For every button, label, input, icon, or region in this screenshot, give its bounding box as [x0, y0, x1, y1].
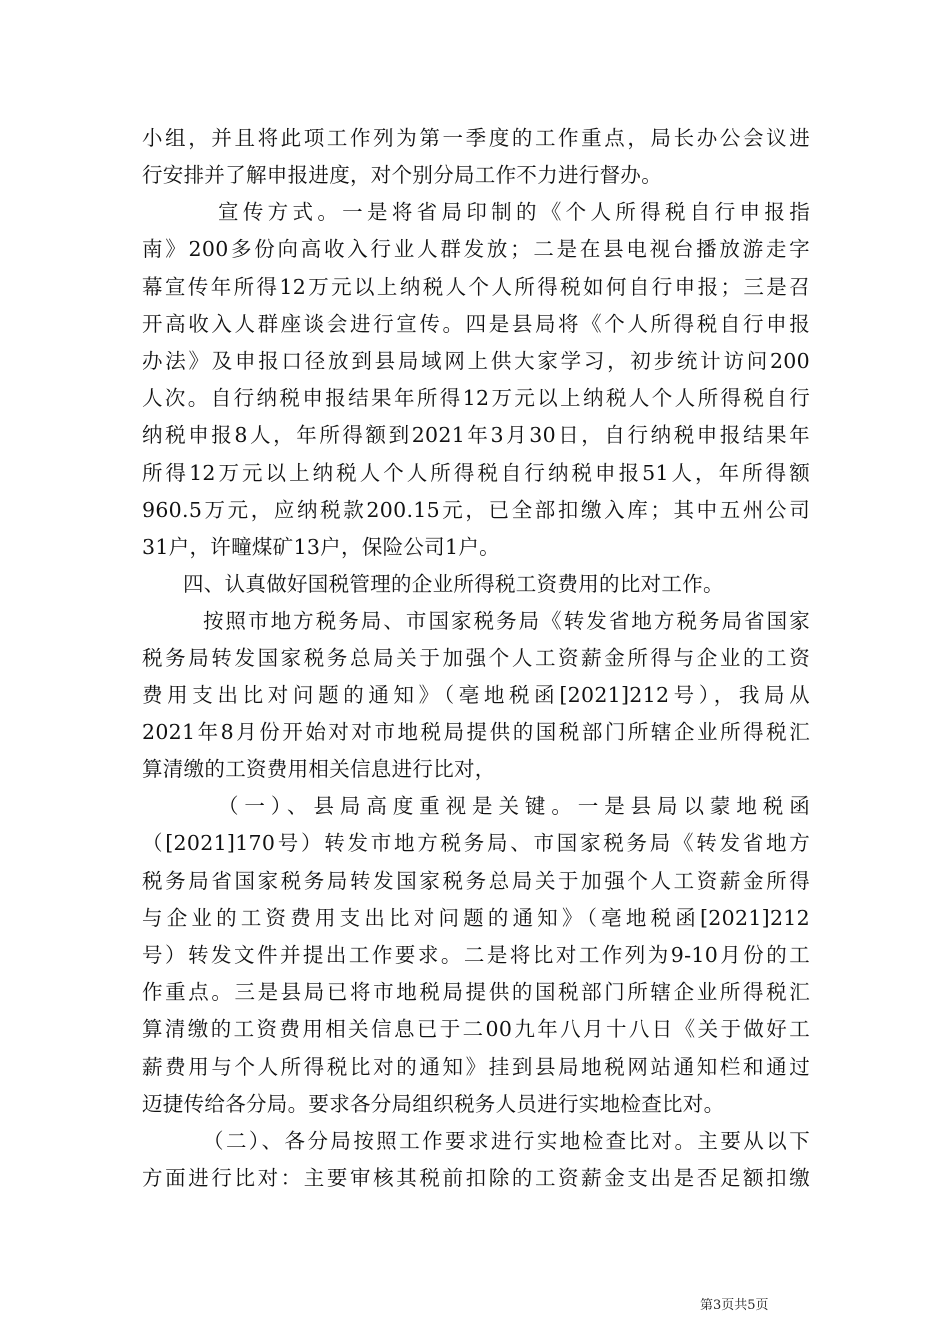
body-line: （一）、县局高度重视是关键。一是县局以蒙地税函	[218, 794, 810, 818]
body-line: 按照市地方税务局、市国家税务局《转发省地方税务局省国家	[203, 609, 810, 633]
body-line: 960.5万元，应纳税款200.15元，已全部扣缴入库；其中五州公司	[142, 498, 810, 522]
body-line: 人次。自行纳税申报结果年所得12万元以上纳税人个人所得税自行	[142, 386, 810, 410]
body-line: （二）、各分局按照工作要求进行实地检查比对。主要从以下	[203, 1129, 810, 1153]
body-line: 行安排并了解申报进度，对个别分局工作不力进行督办。	[142, 163, 662, 187]
body-line: 算清缴的工资费用相关信息进行比对，	[142, 757, 496, 781]
body-line: 税务局省国家税务局转发国家税务总局关于加强个人工资薪金所得	[142, 869, 810, 893]
body-line: 税务局转发国家税务总局关于加强个人工资薪金所得与企业的工资	[142, 646, 810, 670]
body-line: 号）转发文件并提出工作要求。二是将比对工作列为9-10月份的工	[142, 943, 810, 967]
body-line: 费用支出比对问题的通知》（亳地税函[2021]212号），我局从	[142, 683, 810, 707]
body-line: 薪费用与个人所得税比对的通知》挂到县局地税网站通知栏和通过	[142, 1055, 810, 1079]
body-line: 算清缴的工资费用相关信息已于二00九年八月十八日《关于做好工	[142, 1017, 810, 1041]
page-number: 第3页共5页	[700, 1298, 769, 1313]
body-line: 方面进行比对：主要审核其税前扣除的工资薪金支出是否足额扣缴	[142, 1166, 810, 1190]
body-line: 纳税申报8人，年所得额到2021年3月30日，自行纳税申报结果年	[142, 423, 810, 447]
body-line: 2021年8月份开始对对市地税局提供的国税部门所辖企业所得税汇	[142, 720, 810, 744]
body-line: 迈捷传给各分局。要求各分局组织税务人员进行实地检查比对。	[142, 1092, 725, 1116]
body-line: 作重点。三是县局已将市地税局提供的国税部门所辖企业所得税汇	[142, 980, 810, 1004]
body-line: 所得12万元以上纳税人个人所得税自行纳税申报51人，年所得额	[142, 461, 810, 485]
body-line: 幕宣传年所得12万元以上纳税人个人所得税如何自行申报；三是召	[142, 275, 810, 299]
body-line: 办法》及申报口径放到县局域网上供大家学习，初步统计访问200	[142, 349, 810, 373]
body-line: 宣传方式。一是将省局印制的《个人所得税自行申报指	[218, 200, 810, 224]
body-line: 南》200多份向高收入行业人群发放；二是在县电视台播放游走字	[142, 237, 810, 261]
body-line: 小组，并且将此项工作列为第一季度的工作重点，局长办公会议进	[142, 126, 810, 150]
body-line: 31户，许疃煤矿13户，保险公司1户。	[142, 535, 500, 559]
body-line: 与企业的工资费用支出比对问题的通知》（亳地税函[2021]212	[142, 906, 810, 930]
body-line: （[2021]170号）转发市地方税务局、市国家税务局《转发省地方	[142, 831, 810, 855]
section-heading: 四、认真做好国税管理的企业所得税工资费用的比对工作。	[183, 572, 724, 596]
body-line: 开高收入人群座谈会进行宣传。四是县局将《个人所得税自行申报	[142, 312, 810, 336]
